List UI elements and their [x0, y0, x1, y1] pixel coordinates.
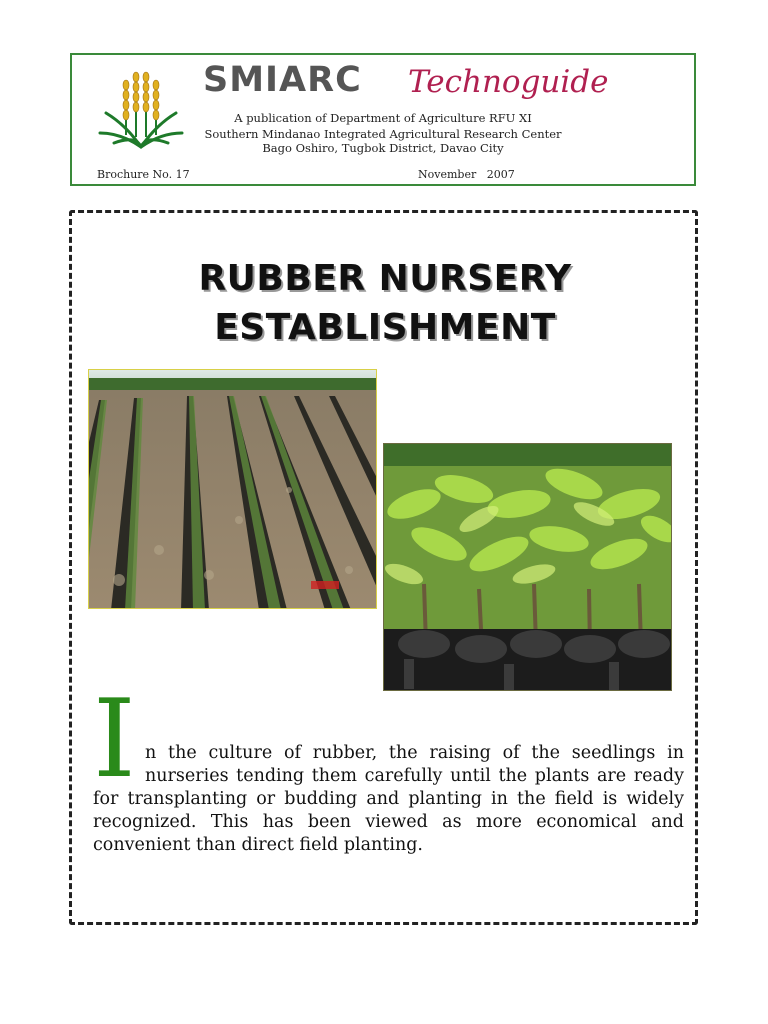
product-name: Technoguide — [408, 64, 609, 100]
header-box — [70, 53, 696, 186]
body-line-3: for transplanting or budding and planting in the field is widely — [93, 789, 684, 809]
body-line-5: convenient than direct field planting. — [93, 835, 423, 855]
body-line-4: recognized. This has been viewed as more economical and — [93, 812, 684, 832]
publication-date: November 2007 — [418, 168, 515, 181]
body-line-2: nurseries tending them carefully until the plants are ready — [145, 766, 684, 786]
brochure-number: Brochure No. 17 — [97, 168, 190, 181]
potted-rubber-seedlings-photo — [383, 443, 672, 691]
drop-cap: I — [93, 677, 136, 802]
page-title-line-2: ESTABLISHMENT — [214, 307, 556, 348]
publication-line-3: Bago Oshiro, Tugbok District, Davao City — [262, 141, 504, 155]
publication-line-2: Southern Mindanao Integrated Agricultural Research Center — [204, 127, 562, 141]
rubber-seedling-rows-photo — [88, 369, 377, 609]
body-line-1: n the culture of rubber, the raising of the seedlings in — [145, 743, 684, 763]
brand-name: SMIARC — [203, 60, 362, 100]
page-title-line-1: RUBBER NURSERY — [198, 258, 572, 299]
publication-line-1: A publication of Department of Agriculture RFU XI — [234, 111, 532, 125]
